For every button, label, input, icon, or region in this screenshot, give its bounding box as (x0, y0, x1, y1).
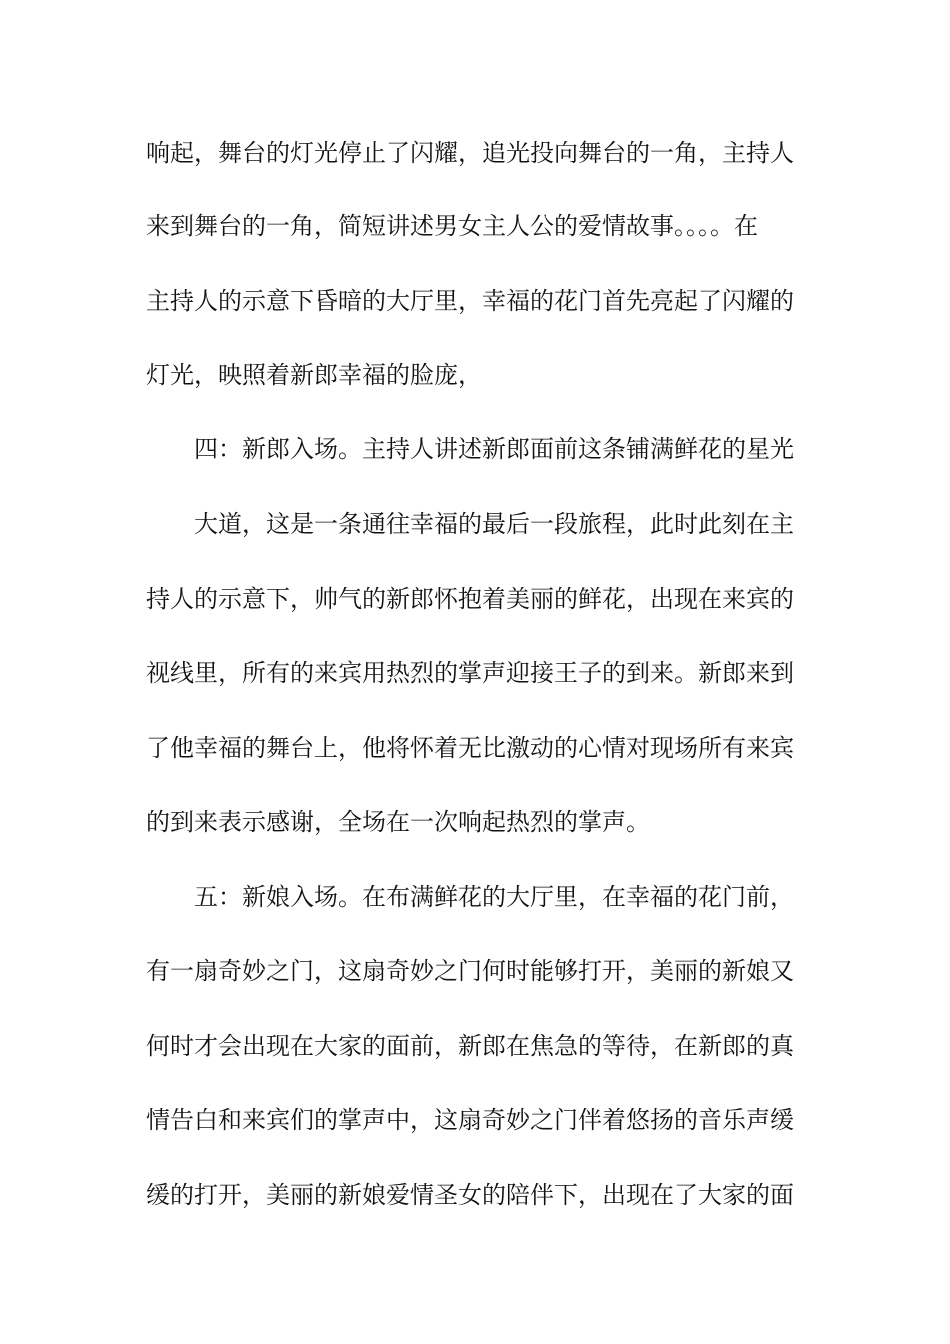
text-line: 灯光，映照着新郎幸福的脸庞， (146, 361, 482, 389)
text-line: 四：新郎入场。主持人讲述新郎面前这条铺满鲜花的星光 (194, 435, 794, 463)
text-line: 主持人的示意下昏暗的大厅里，幸福的花门首先亮起了闪耀的 (146, 287, 794, 315)
text-line: 来到舞台的一角，简短讲述男女主人公的爱情故事。。。。在 (146, 212, 758, 240)
text-line: 持人的示意下，帅气的新郎怀抱着美丽的鲜花，出现在来宾的 (146, 585, 794, 613)
text-line: 大道，这是一条通往幸福的最后一段旅程，此时此刻在主 (194, 510, 794, 538)
text-line: 响起，舞台的灯光停止了闪耀，追光投向舞台的一角，主持人 (146, 139, 794, 167)
text-line: 有一扇奇妙之门，这扇奇妙之门何时能够打开，美丽的新娘又 (146, 957, 794, 985)
text-line: 何时才会出现在大家的面前，新郎在焦急的等待，在新郎的真 (146, 1032, 794, 1060)
text-line: 五：新娘入场。在布满鲜花的大厅里，在幸福的花门前， (194, 883, 794, 911)
text-line: 缓的打开，美丽的新娘爱情圣女的陪伴下，出现在了大家的面 (146, 1181, 794, 1209)
text-line: 视线里，所有的来宾用热烈的掌声迎接王子的到来。新郎来到 (146, 659, 794, 687)
text-line: 的到来表示感谢，全场在一次响起热烈的掌声。 (146, 808, 650, 836)
text-line: 了他幸福的舞台上，他将怀着无比激动的心情对现场所有来宾 (146, 734, 794, 762)
text-line: 情告白和来宾们的掌声中，这扇奇妙之门伴着悠扬的音乐声缓 (146, 1106, 794, 1134)
